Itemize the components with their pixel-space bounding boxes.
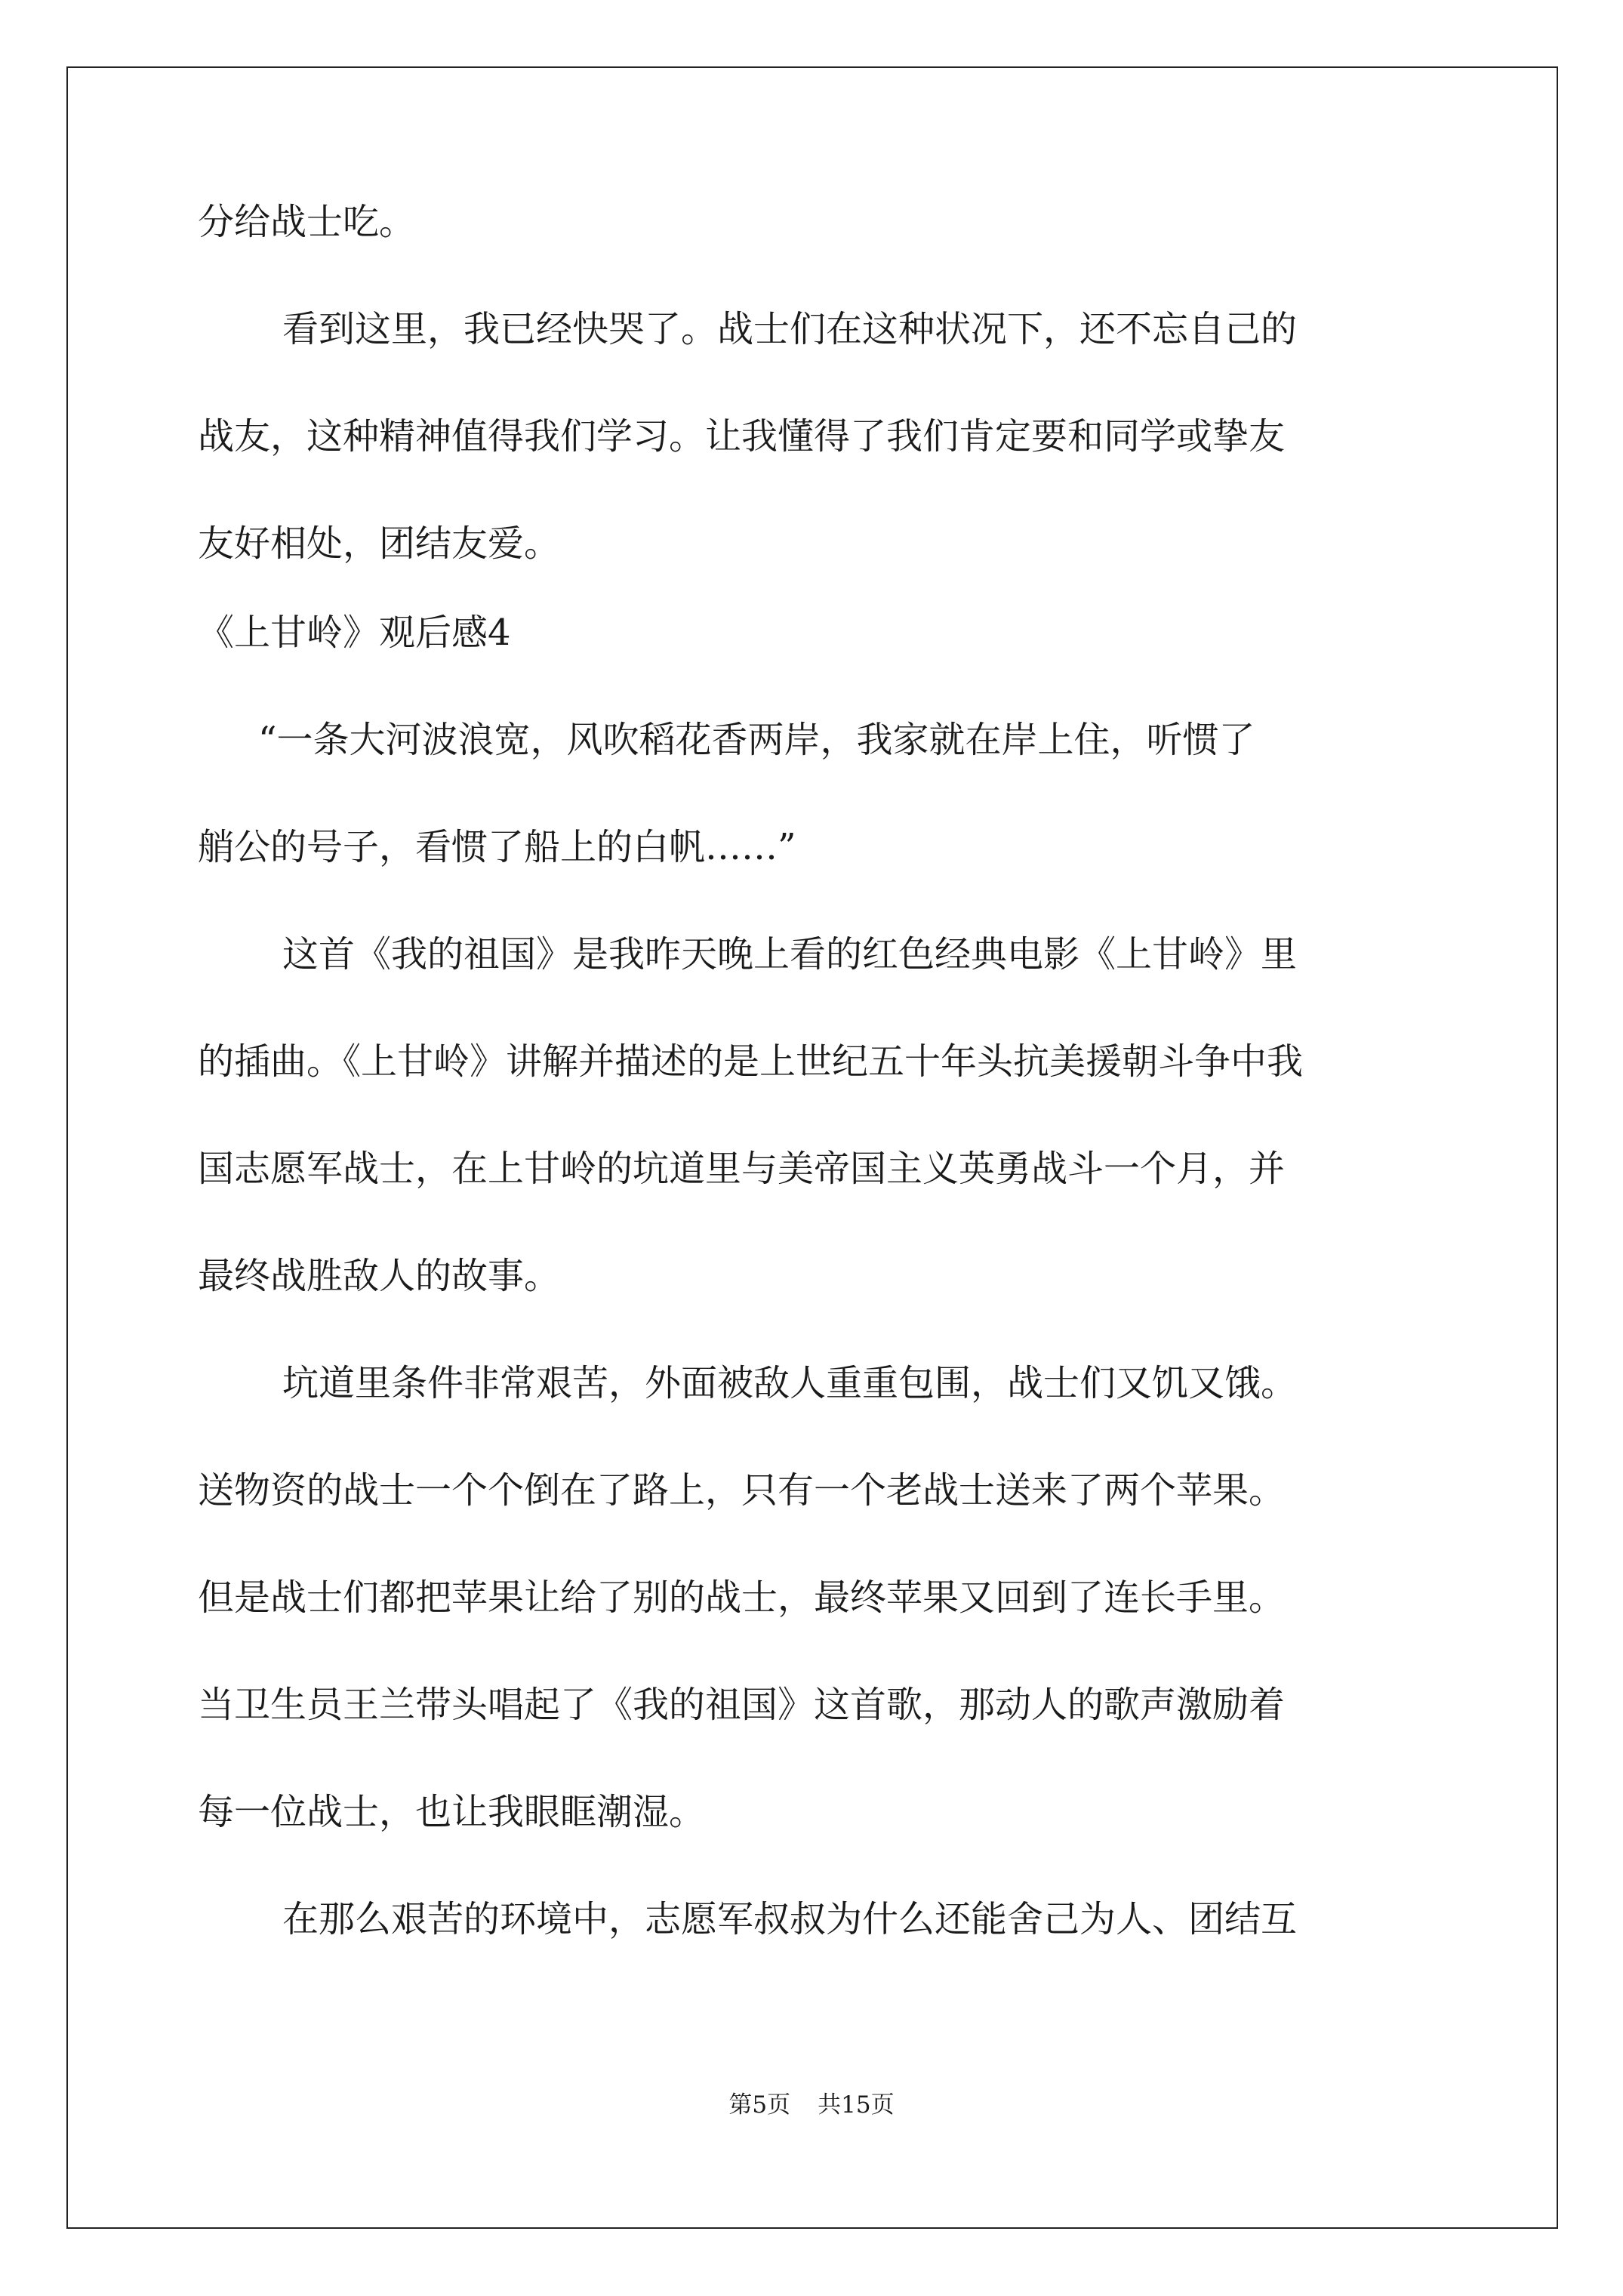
paragraph-line: 国志愿军战士，在上甘岭的坑道里与美帝国主义英勇战斗一个月，并 (198, 1148, 1286, 1190)
page-footer (0, 2090, 1623, 2120)
paragraph-line: 看到这里，我已经快哭了。战士们在这种状况下，还不忘自己的 (282, 308, 1298, 350)
document-body (198, 189, 1436, 1952)
paragraph-line: 艄公的号子，看惯了船上的白帆……” (198, 826, 796, 868)
paragraph-line: 分给战士吃。 (198, 201, 416, 243)
paragraph-line: 当卫生员王兰带头唱起了《我的祖国》这首歌，那动人的歌声激励着 (198, 1684, 1286, 1726)
paragraph-line: 的插曲。《上甘岭》讲解并描述的是上世纪五十年头抗美援朝斗争中我 (198, 1040, 1304, 1083)
page-number: 第5页 (728, 2091, 791, 2119)
paragraph-line: 每一位战士，也让我眼眶潮湿。 (198, 1791, 706, 1833)
page-total: 共15页 (818, 2091, 895, 2119)
paragraph-line: 坑道里条件非常艰苦，外面被敌人重重包围，战士们又饥又饿。 (282, 1362, 1298, 1404)
paragraph-line: “一条大河波浪宽，风吹稻花香两岸，我家就在岸上住，听惯了 (258, 719, 1255, 761)
paragraph-line: 在那么艰苦的环境中，志愿军叔叔为什么还能舍己为人、团结互 (282, 1898, 1298, 1940)
paragraph-line: 战友，这种精神值得我们学习。让我懂得了我们肯定要和同学或挚友 (198, 415, 1286, 458)
paragraph-line: 最终战胜敌人的故事。 (198, 1255, 561, 1297)
paragraph-line: 送物资的战士一个个倒在了路上，只有一个老战士送来了两个苹果。 (198, 1469, 1286, 1512)
paragraph-line: 这首《我的祖国》是我昨天晚上看的红色经典电影《上甘岭》里 (282, 933, 1298, 975)
section-heading: 《上甘岭》观后感4 (198, 612, 511, 654)
paragraph-line: 友好相处，团结友爱。 (198, 522, 561, 565)
paragraph-line: 但是战士们都把苹果让给了别的战士，最终苹果又回到了连长手里。 (198, 1576, 1286, 1619)
